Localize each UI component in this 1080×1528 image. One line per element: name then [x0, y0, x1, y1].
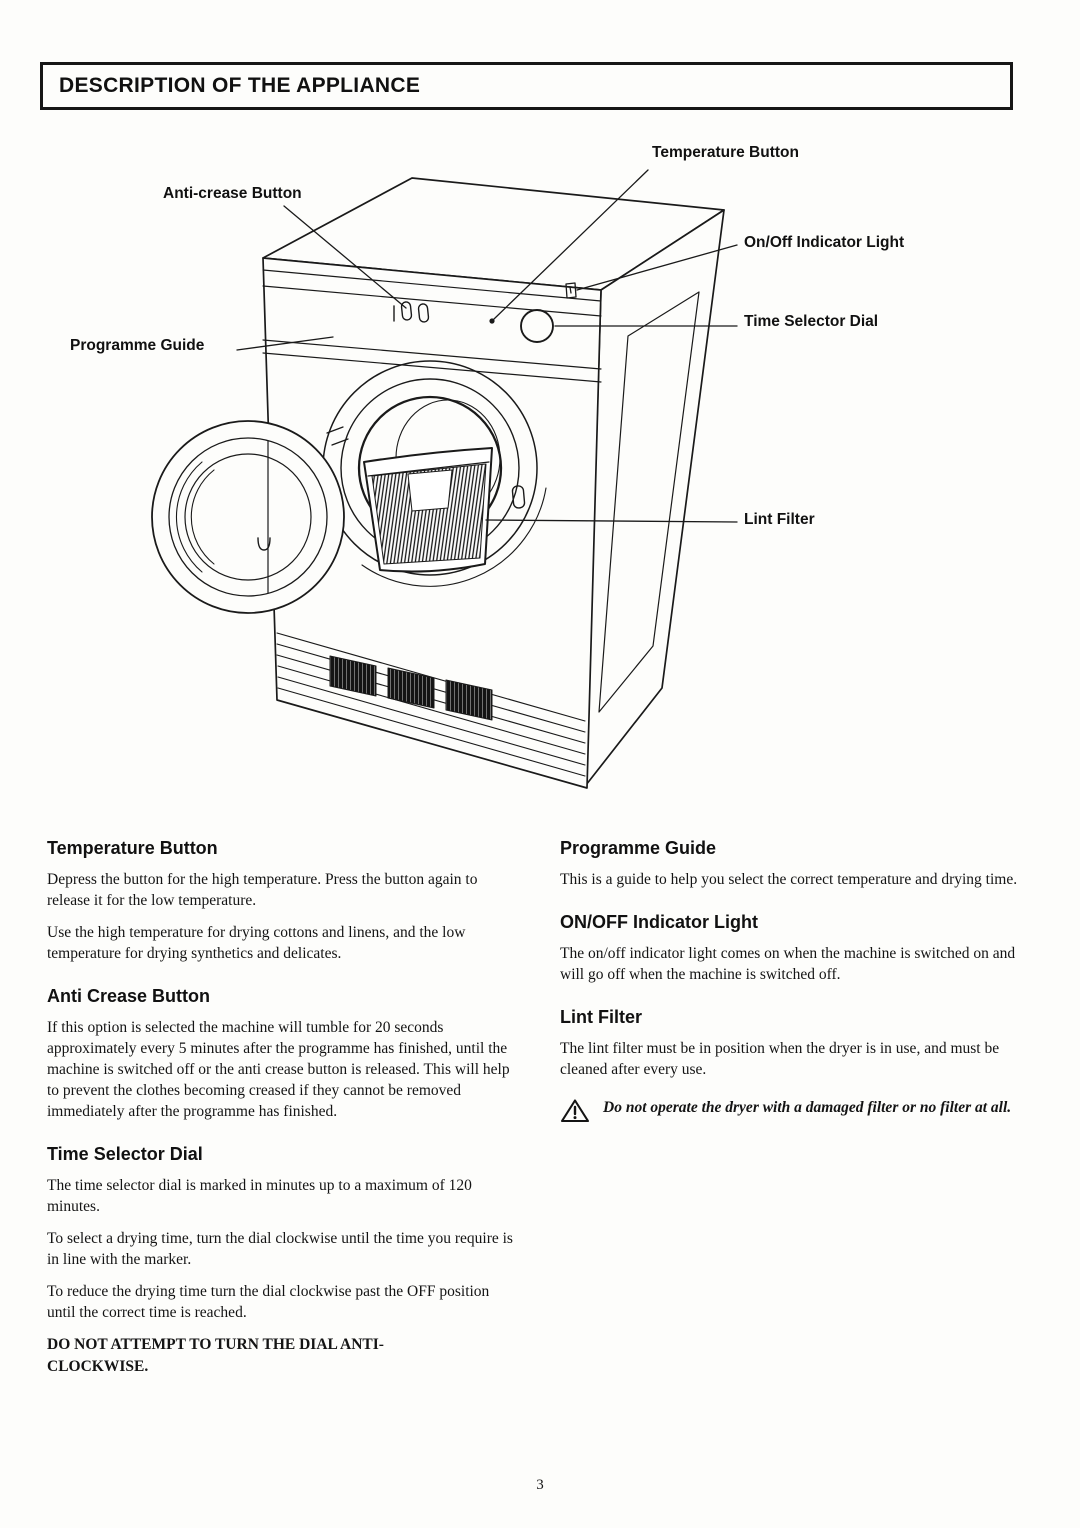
- section-heading: Temperature Button: [47, 838, 218, 858]
- right-column: [560, 838, 1026, 1130]
- label-temperature-button: Temperature Button: [652, 144, 799, 161]
- label-lint-filter: Lint Filter: [744, 511, 815, 528]
- page-title: DESCRIPTION OF THE APPLIANCE: [59, 74, 421, 97]
- section-paragraph: This is a guide to help you select the correct temperature and drying time.: [560, 871, 1018, 888]
- dryer-illustration: [0, 140, 1080, 830]
- warning-text: Do not operate the dryer with a damaged filter or no filter at all.: [603, 1099, 1012, 1116]
- label-on-off-indicator-light: On/Off Indicator Light: [744, 234, 905, 251]
- section-programme-guide: [560, 838, 1026, 890]
- section-heading: Anti Crease Button: [47, 986, 211, 1006]
- section-paragraph: To reduce the drying time turn the dial clockwise past the OFF position until the correct time is reached.: [47, 1283, 490, 1321]
- section-paragraph: To select a drying time, turn the dial clockwise until the time you require is in line with the marker.: [47, 1230, 513, 1268]
- section-heading: Programme Guide: [560, 838, 717, 858]
- section-heading: Lint Filter: [560, 1007, 642, 1027]
- section-paragraph: Use the high temperature for drying cottons and linens, and the low temperature for drying synthetics and delicates.: [47, 924, 466, 962]
- filter-warning: [560, 1096, 1026, 1130]
- section-heading: ON/OFF Indicator Light: [560, 912, 758, 932]
- side-panel: [586, 210, 724, 785]
- label-programme-guide: Programme Guide: [70, 337, 205, 354]
- warning-icon: [560, 1098, 590, 1130]
- section-paragraph: Depress the button for the high temperature. Press the button again to release it for the low temperature.: [47, 871, 478, 909]
- section-paragraph: If this option is selected the machine will tumble for 20 seconds approximately every 5 minutes after the programme has finished, until the machine is switched off or the anti crease button is released. This will help to prevent the clothes becoming creased if they cannot be removed immediately after the programme has finished.: [47, 1019, 510, 1120]
- section-paragraph: The time selector dial is marked in minutes up to a maximum of 120 minutes.: [47, 1177, 472, 1215]
- section-time-selector-dial: [47, 1144, 513, 1378]
- dryer-body: [152, 178, 724, 788]
- do-not-turn-warning-text: DO NOT ATTEMPT TO TURN THE DIAL ANTI-CLOCKWISE.: [47, 1336, 384, 1375]
- page-number: 3: [536, 1477, 544, 1493]
- section-lint-filter: [560, 1007, 1026, 1130]
- section-temperature-button: [47, 838, 513, 964]
- appliance-diagram: [0, 140, 1080, 830]
- label-time-selector-dial: Time Selector Dial: [744, 313, 879, 330]
- section-heading: Time Selector Dial: [47, 1144, 203, 1164]
- section-on-off-indicator-light: [560, 912, 1026, 985]
- left-column: [47, 838, 513, 1378]
- section-paragraph: The lint filter must be in position when the dryer is in use, and must be cleaned after every use.: [560, 1040, 1000, 1078]
- label-anti-crease-button: Anti-crease Button: [163, 185, 302, 202]
- door: [152, 421, 344, 613]
- section-anti-crease-button: [47, 986, 513, 1122]
- section-paragraph: The on/off indicator light comes on when the machine is switched on and will go off when the machine is switched off.: [560, 945, 1016, 983]
- section-title-box: [40, 62, 1013, 110]
- lint-filter-shape: [364, 448, 492, 572]
